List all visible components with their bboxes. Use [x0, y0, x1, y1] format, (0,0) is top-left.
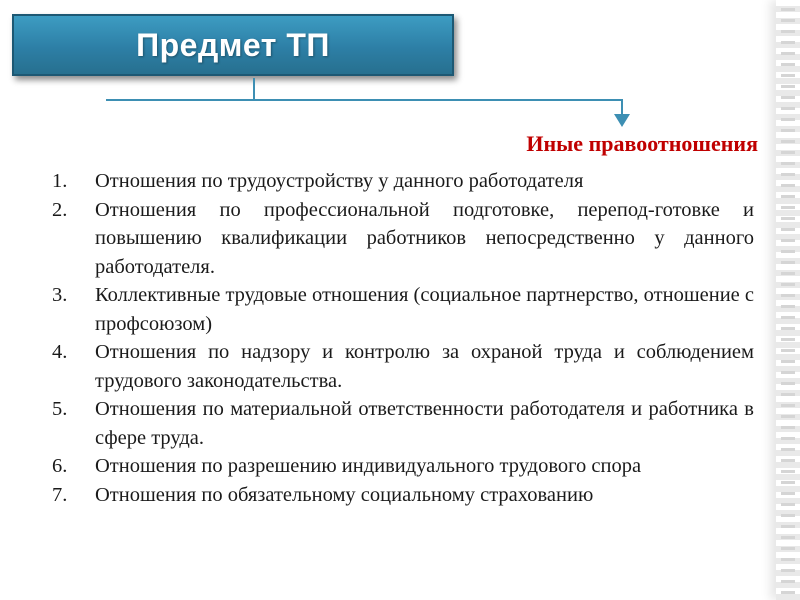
relations-list: [52, 167, 754, 509]
list-item-number: 5.: [52, 398, 68, 420]
list-item-number: 3.: [52, 284, 68, 306]
list-item-number: 1.: [52, 170, 68, 192]
list-item-text: Отношения по материальной ответственности работодателя и работника в сфере труда.: [95, 398, 754, 449]
list-item: [52, 167, 754, 196]
slide-title: Предмет ТП: [136, 26, 330, 63]
list-item-text: Отношения по обязательному социальному страхованию: [95, 483, 594, 506]
section-heading: Иные правоотношения: [526, 131, 758, 156]
list-item-text: Отношения по надзору и контролю за охраной труда и соблюдением трудового законодательства.: [95, 341, 754, 392]
list-item: [52, 452, 754, 481]
list-item-text: Коллективные трудовые отношения (социальное партнерство, отношение с профсоюзом): [95, 284, 754, 335]
list-item-number: 2.: [52, 198, 68, 221]
list-item-number: 7.: [52, 483, 68, 506]
list-item-text: Отношения по трудоустройству у данного работодателя: [95, 170, 584, 192]
list-item: [52, 481, 754, 510]
list-item: [52, 395, 754, 452]
list-item-number: 4.: [52, 341, 68, 363]
list-item-text: Отношения по профессиональной подготовке, перепод-готовке и повышению квалификации работников непосредственно у данного работодателя.: [95, 198, 754, 278]
list-item-text: Отношения по разрешению индивидуального трудового спора: [95, 455, 642, 477]
list-item: [52, 196, 754, 282]
arrow-down-icon: [614, 114, 630, 127]
list-item: [52, 338, 754, 395]
list-item: [52, 281, 754, 338]
list-item-number: 6.: [52, 455, 68, 477]
